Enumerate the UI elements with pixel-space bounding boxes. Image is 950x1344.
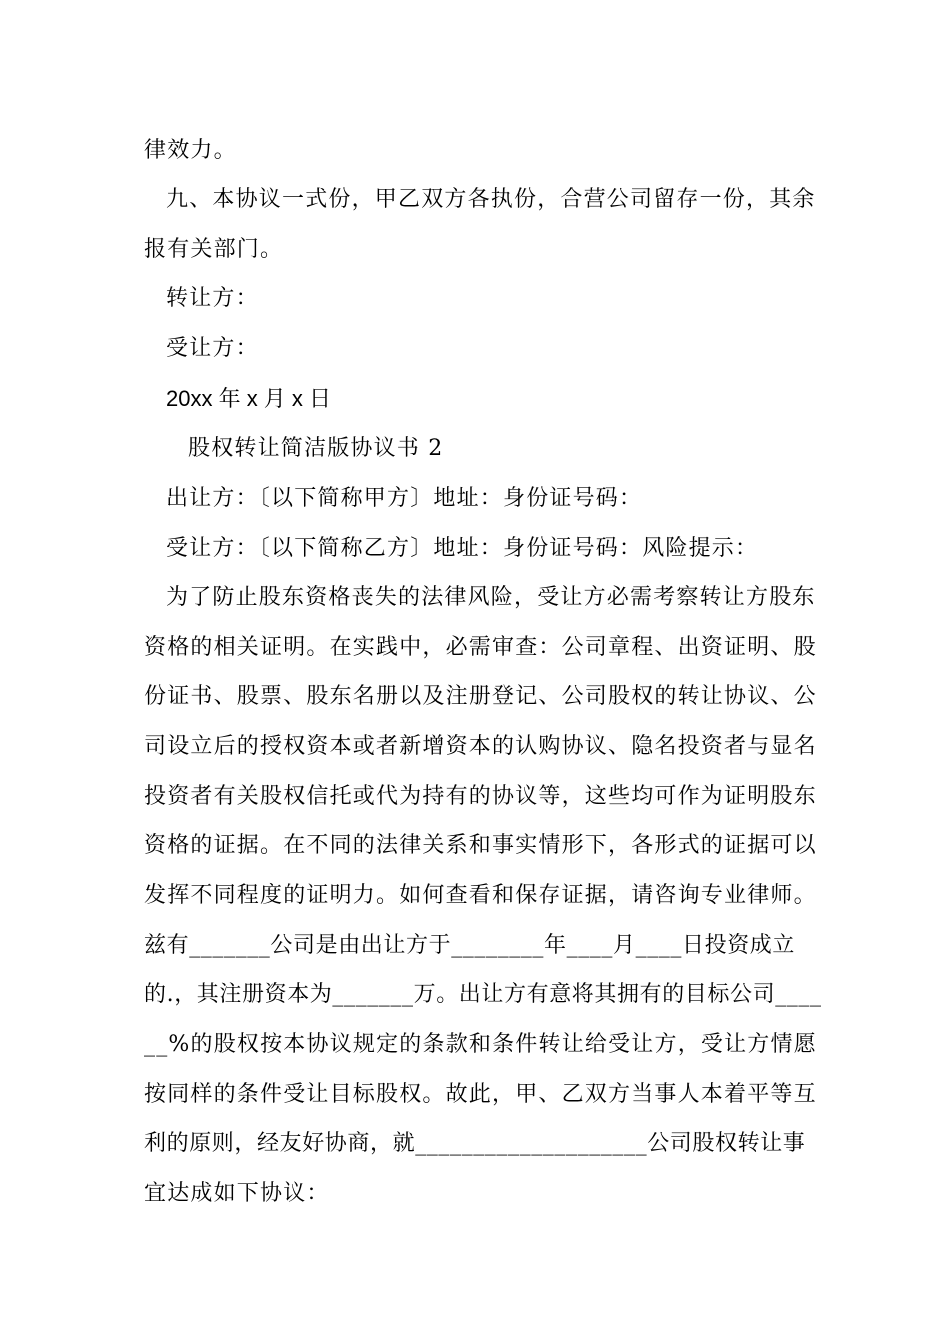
text-line-10: 为了防止股东资格丧失的法律风险，受让方必需考察转让方股东 (166, 585, 816, 610)
text-line-19: __%的股权按本协议规定的条款和条件转让给受让方，受让方情愿 (144, 1032, 817, 1057)
text-line-12: 份证书、股票、股东名册以及注册登记、公司股权的转让协议、公 (144, 684, 817, 709)
text-line-17: 兹有_______公司是由出让方于________年____月____日投资成立 (144, 933, 796, 958)
date-line: 20xx 年 x 月 x 日 (166, 386, 332, 411)
text-line-9: 受让方：〔以下简称乙方〕地址：身份证号码：风险提示： (166, 536, 759, 561)
text-line-22: 宜达成如下协议： (144, 1181, 330, 1206)
text-line-20: 按同样的条件受让目标股权。故此，甲、乙双方当事人本着平等互 (144, 1082, 817, 1107)
text-line-13: 司设立后的授权资本或者新增资本的认购协议、隐名投资者与显名 (144, 734, 817, 759)
text-line-21: 利的原则，经友好协商，就____________________公司股权转让事 (144, 1131, 806, 1156)
text-line-16: 发挥不同程度的证明力。如何查看和保存证据，请咨询专业律师。 (144, 883, 817, 908)
text-line-18: 的.，其注册资本为_______万。出让方有意将其拥有的目标公司____ (144, 982, 822, 1007)
text-line-8: 出让方：〔以下简称甲方〕地址：身份证号码： (166, 486, 643, 511)
text-line-11: 资格的相关证明。在实践中，必需审查：公司章程、出资证明、股 (144, 635, 817, 660)
text-line-14: 投资者有关股权信托或代为持有的协议等，这些均可作为证明股东 (144, 784, 817, 809)
section-title: 股权转让简洁版协议书 2 (188, 436, 444, 461)
text-line-1: 律效力。 (144, 138, 237, 163)
text-line-5: 受让方： (166, 336, 259, 361)
text-line-3: 报有关部门。 (144, 237, 284, 262)
text-line-15: 资格的证据。在不同的法律关系和事实情形下，各形式的证据可以 (144, 833, 817, 858)
text-line-4: 转让方： (166, 286, 259, 311)
text-line-2: 九、本协议一式份，甲乙双方各执份，合营公司留存一份，其余 (166, 187, 816, 212)
